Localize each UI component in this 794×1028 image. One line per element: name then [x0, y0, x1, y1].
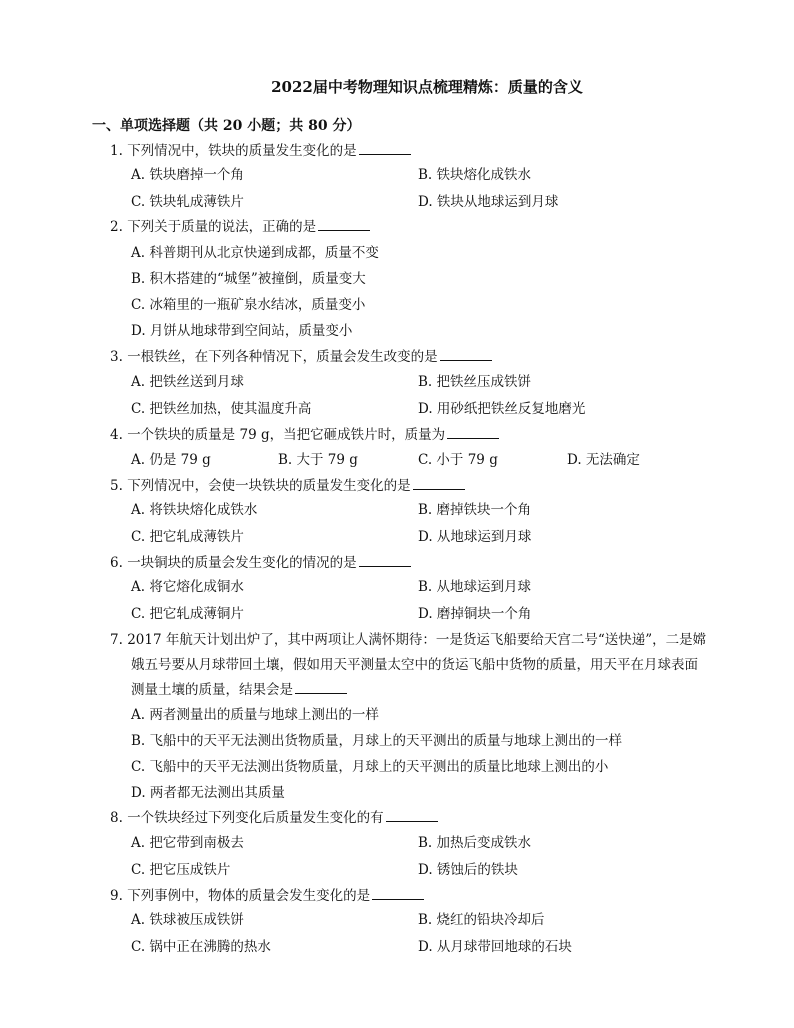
question-6-option-d: D. 磨掉铜块一个角 — [418, 606, 532, 622]
question-9-option-a: A. 铁球被压成铁饼 — [131, 912, 244, 928]
document-title: 2022届中考物理知识点梳理精炼：质量的含义 — [271, 78, 583, 96]
question-7-option-b: B. 飞船中的天平无法测出货物质量，月球上的天平测出的质量与地球上测出的一样 — [131, 733, 623, 749]
question-1-stem: 1. 下列情况中，铁块的质量发生变化的是 — [110, 138, 750, 164]
question-1-option-d: D. 铁块从地球运到月球 — [418, 194, 559, 210]
question-4-option-c: C. 小于 79 g — [418, 452, 498, 468]
answer-blank — [372, 887, 424, 900]
answer-blank — [359, 554, 411, 567]
question-8-option-c: C. 把它压成铁片 — [131, 862, 231, 878]
question-4-option-d: D. 无法确定 — [567, 452, 640, 468]
answer-blank — [386, 809, 438, 822]
question-2-option-b: B. 积木搭建的“城堡”被撞倒，质量变大 — [131, 271, 366, 287]
question-8-option-d: D. 锈蚀后的铁块 — [418, 862, 518, 878]
question-1-option-c: C. 铁块轧成薄铁片 — [131, 194, 244, 210]
question-8-option-a: A. 把它带到南极去 — [131, 835, 244, 851]
question-4-stem: 4. 一个铁块的质量是 79 g，当把它砸成铁片时，质量为 — [110, 422, 750, 448]
question-1-option-b: B. 铁块熔化成铁水 — [418, 167, 532, 183]
question-2-option-c: C. 冰箱里的一瓶矿泉水结冰，质量变小 — [131, 297, 366, 313]
question-5-stem: 5. 下列情况中，会使一块铁块的质量发生变化的是 — [110, 473, 750, 499]
question-6-option-c: C. 把它轧成薄铜片 — [131, 606, 244, 622]
answer-blank — [440, 348, 492, 361]
question-5-option-a: A. 将铁块熔化成铁水 — [131, 502, 258, 518]
question-3-option-d: D. 用砂纸把铁丝反复地磨光 — [418, 401, 586, 417]
question-4-option-b: B. 大于 79 g — [278, 452, 358, 468]
question-7-option-a: A. 两者测量出的质量与地球上测出的一样 — [131, 707, 379, 723]
question-9-option-b: B. 烧红的铅块冷却后 — [418, 912, 545, 928]
question-4-option-a: A. 仍是 79 g — [131, 452, 211, 468]
question-8-option-b: B. 加热后变成铁水 — [418, 835, 532, 851]
question-2-option-a: A. 科普期刊从北京快递到成都，质量不变 — [131, 245, 379, 261]
question-7-stem-line-3: 测量土壤的质量，结果会是 — [131, 677, 771, 703]
question-3-option-b: B. 把铁丝压成铁饼 — [418, 374, 532, 390]
answer-blank — [447, 426, 499, 439]
question-5-option-c: C. 把它轧成薄铁片 — [131, 529, 244, 545]
question-2-option-d: D. 月饼从地球带到空间站，质量变小 — [131, 323, 353, 339]
question-5-option-b: B. 磨掉铁块一个角 — [418, 502, 532, 518]
question-6-option-b: B. 从地球运到月球 — [418, 579, 532, 595]
question-5-option-d: D. 从地球运到月球 — [418, 529, 532, 545]
question-9-option-d: D. 从月球带回地球的石块 — [418, 939, 572, 955]
question-9-option-c: C. 锅中正在沸腾的热水 — [131, 939, 271, 955]
question-8-stem: 8. 一个铁块经过下列变化后质量发生变化的有 — [110, 805, 750, 831]
question-9-stem: 9. 下列事例中，物体的质量会发生变化的是 — [110, 883, 750, 909]
question-2-stem: 2. 下列关于质量的说法，正确的是 — [110, 214, 750, 240]
answer-blank — [318, 218, 370, 231]
answer-blank — [413, 477, 465, 490]
question-7-option-d: D. 两者都无法测出其质量 — [131, 785, 285, 801]
section-heading: 一、单项选择题（共 20 小题；共 80 分） — [92, 118, 361, 134]
question-7-stem-line-1: 7. 2017 年航天计划出炉了，其中两项让人满怀期待：一是货运飞船要给天宫二号“送快递”，二是嫦 — [110, 632, 707, 648]
question-3-option-a: A. 把铁丝送到月球 — [131, 374, 244, 390]
question-1-option-a: A. 铁块磨掉一个角 — [131, 167, 244, 183]
answer-blank — [359, 142, 411, 155]
question-3-stem: 3. 一根铁丝，在下列各种情况下，质量会发生改变的是 — [110, 344, 750, 370]
question-3-option-c: C. 把铁丝加热，使其温度升高 — [131, 401, 312, 417]
answer-blank — [295, 681, 347, 694]
question-6-stem: 6. 一块铜块的质量会发生变化的情况的是 — [110, 550, 750, 576]
question-7-stem-line-2: 娥五号要从月球带回土壤，假如用天平测量太空中的货运飞船中货物的质量，用天平在月球表面 — [131, 657, 698, 673]
question-7-option-c: C. 飞船中的天平无法测出货物质量，月球上的天平测出的质量比地球上测出的小 — [131, 759, 609, 775]
question-6-option-a: A. 将它熔化成铜水 — [131, 579, 244, 595]
